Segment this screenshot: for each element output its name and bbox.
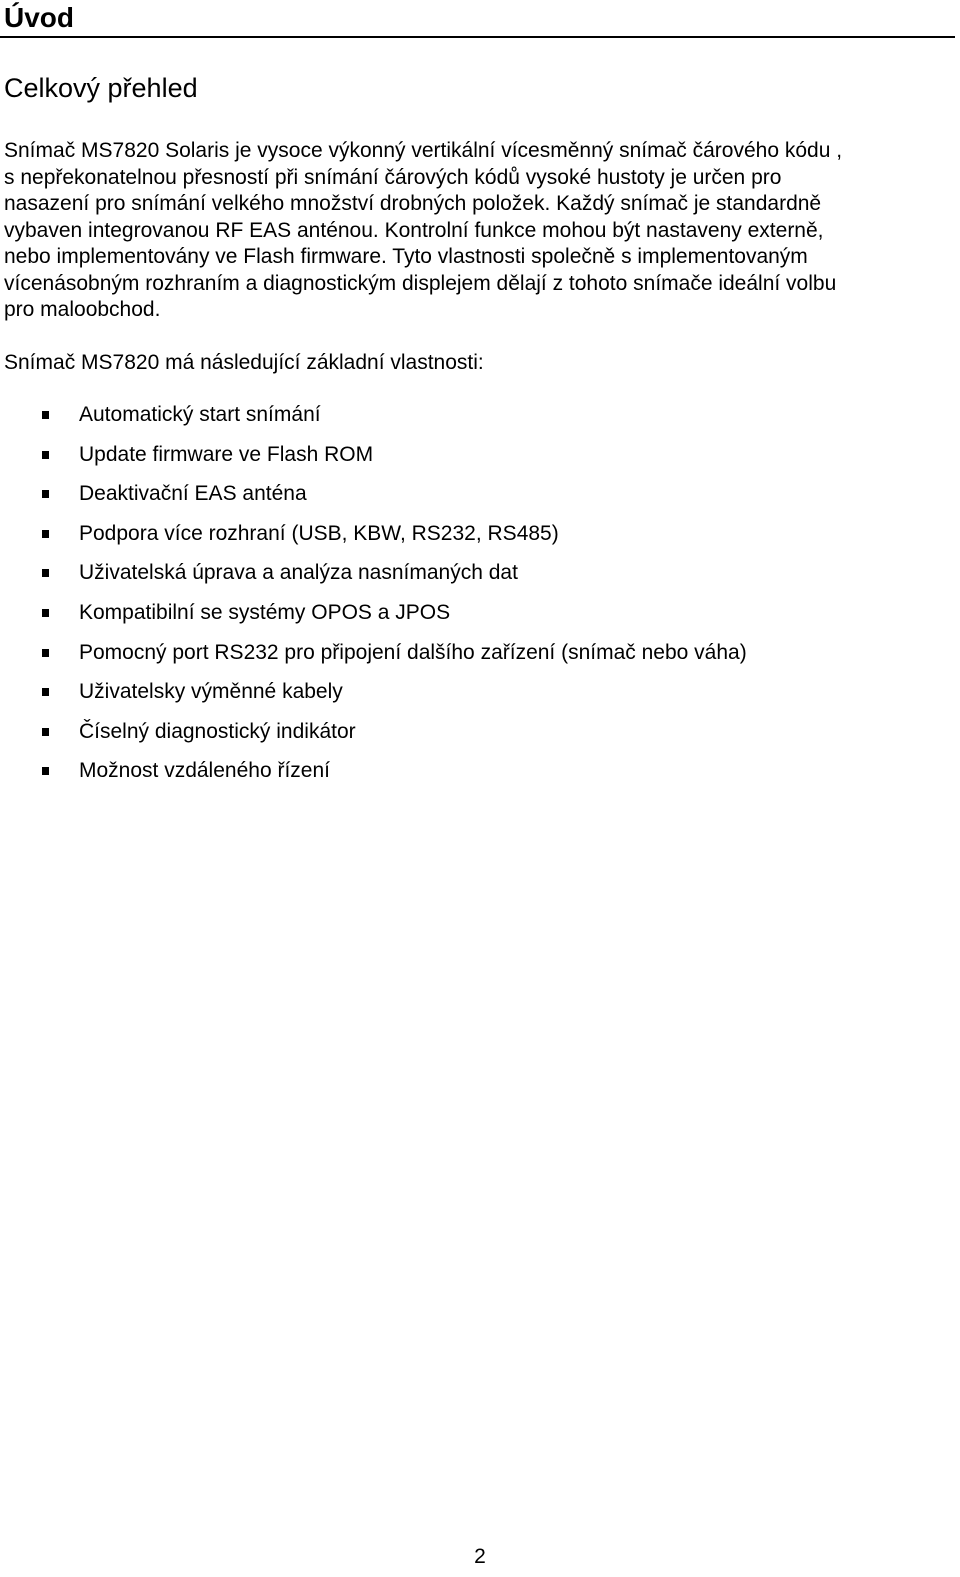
square-bullet-icon bbox=[42, 767, 49, 775]
feature-text: Uživatelská úprava a analýza nasnímaných dat bbox=[79, 561, 518, 585]
square-bullet-icon bbox=[42, 411, 49, 419]
page-heading: Úvod bbox=[4, 2, 74, 33]
paragraph-line: vybaven integrovanou RF EAS anténou. Kontrolní funkce mohou být nastaveny externě, bbox=[4, 218, 824, 242]
paragraph-line: pro maloobchod. bbox=[4, 298, 161, 321]
square-bullet-icon bbox=[42, 728, 49, 736]
square-bullet-icon bbox=[42, 490, 49, 498]
paragraph-line: nebo implementovány ve Flash firmware. Tyto vlastnosti společně s implementovaným bbox=[4, 245, 808, 268]
overview-paragraph bbox=[4, 138, 934, 324]
feature-text: Deaktivační EAS anténa bbox=[79, 482, 307, 506]
paragraph-line: s nepřekonatelnou přesností při snímání čárových kódů vysoké hustoty je určen pro bbox=[4, 165, 782, 189]
square-bullet-icon bbox=[42, 530, 49, 538]
feature-text: Číselný diagnostický indikátor bbox=[79, 719, 356, 743]
paragraph-line: nasazení pro snímání velkého množství drobných položek. Každý snímač je standardně bbox=[4, 192, 822, 215]
feature-text: Kompatibilní se systémy OPOS a JPOS bbox=[79, 600, 451, 624]
feature-text: Podpora více rozhraní (USB, KBW, RS232, RS485) bbox=[79, 521, 559, 545]
square-bullet-icon bbox=[42, 569, 49, 577]
features-intro: Snímač MS7820 má následující základní vlastnosti: bbox=[4, 351, 484, 374]
paragraph-line: Snímač MS7820 Solaris je vysoce výkonný vertikální vícesměnný snímač čárového kódu , bbox=[4, 139, 843, 162]
feature-text: Automatický start snímání bbox=[79, 403, 321, 426]
page-number: 2 bbox=[474, 1545, 486, 1568]
square-bullet-icon bbox=[42, 649, 49, 657]
square-bullet-icon bbox=[42, 688, 49, 696]
section-heading: Celkový přehled bbox=[4, 73, 198, 103]
paragraph-line: vícenásobným rozhraním a diagnostickým displejem dělají z tohoto snímače ideální volbu bbox=[4, 271, 837, 295]
feature-text: Update firmware ve Flash ROM bbox=[79, 442, 374, 466]
square-bullet-icon bbox=[42, 609, 49, 617]
heading-rule bbox=[0, 36, 955, 38]
feature-text: Pomocný port RS232 pro připojení dalšího zařízení (snímač nebo váha) bbox=[79, 640, 747, 664]
feature-text: Uživatelsky výměnné kabely bbox=[79, 680, 343, 704]
feature-text: Možnost vzdáleného řízení bbox=[79, 759, 330, 783]
square-bullet-icon bbox=[42, 451, 49, 459]
